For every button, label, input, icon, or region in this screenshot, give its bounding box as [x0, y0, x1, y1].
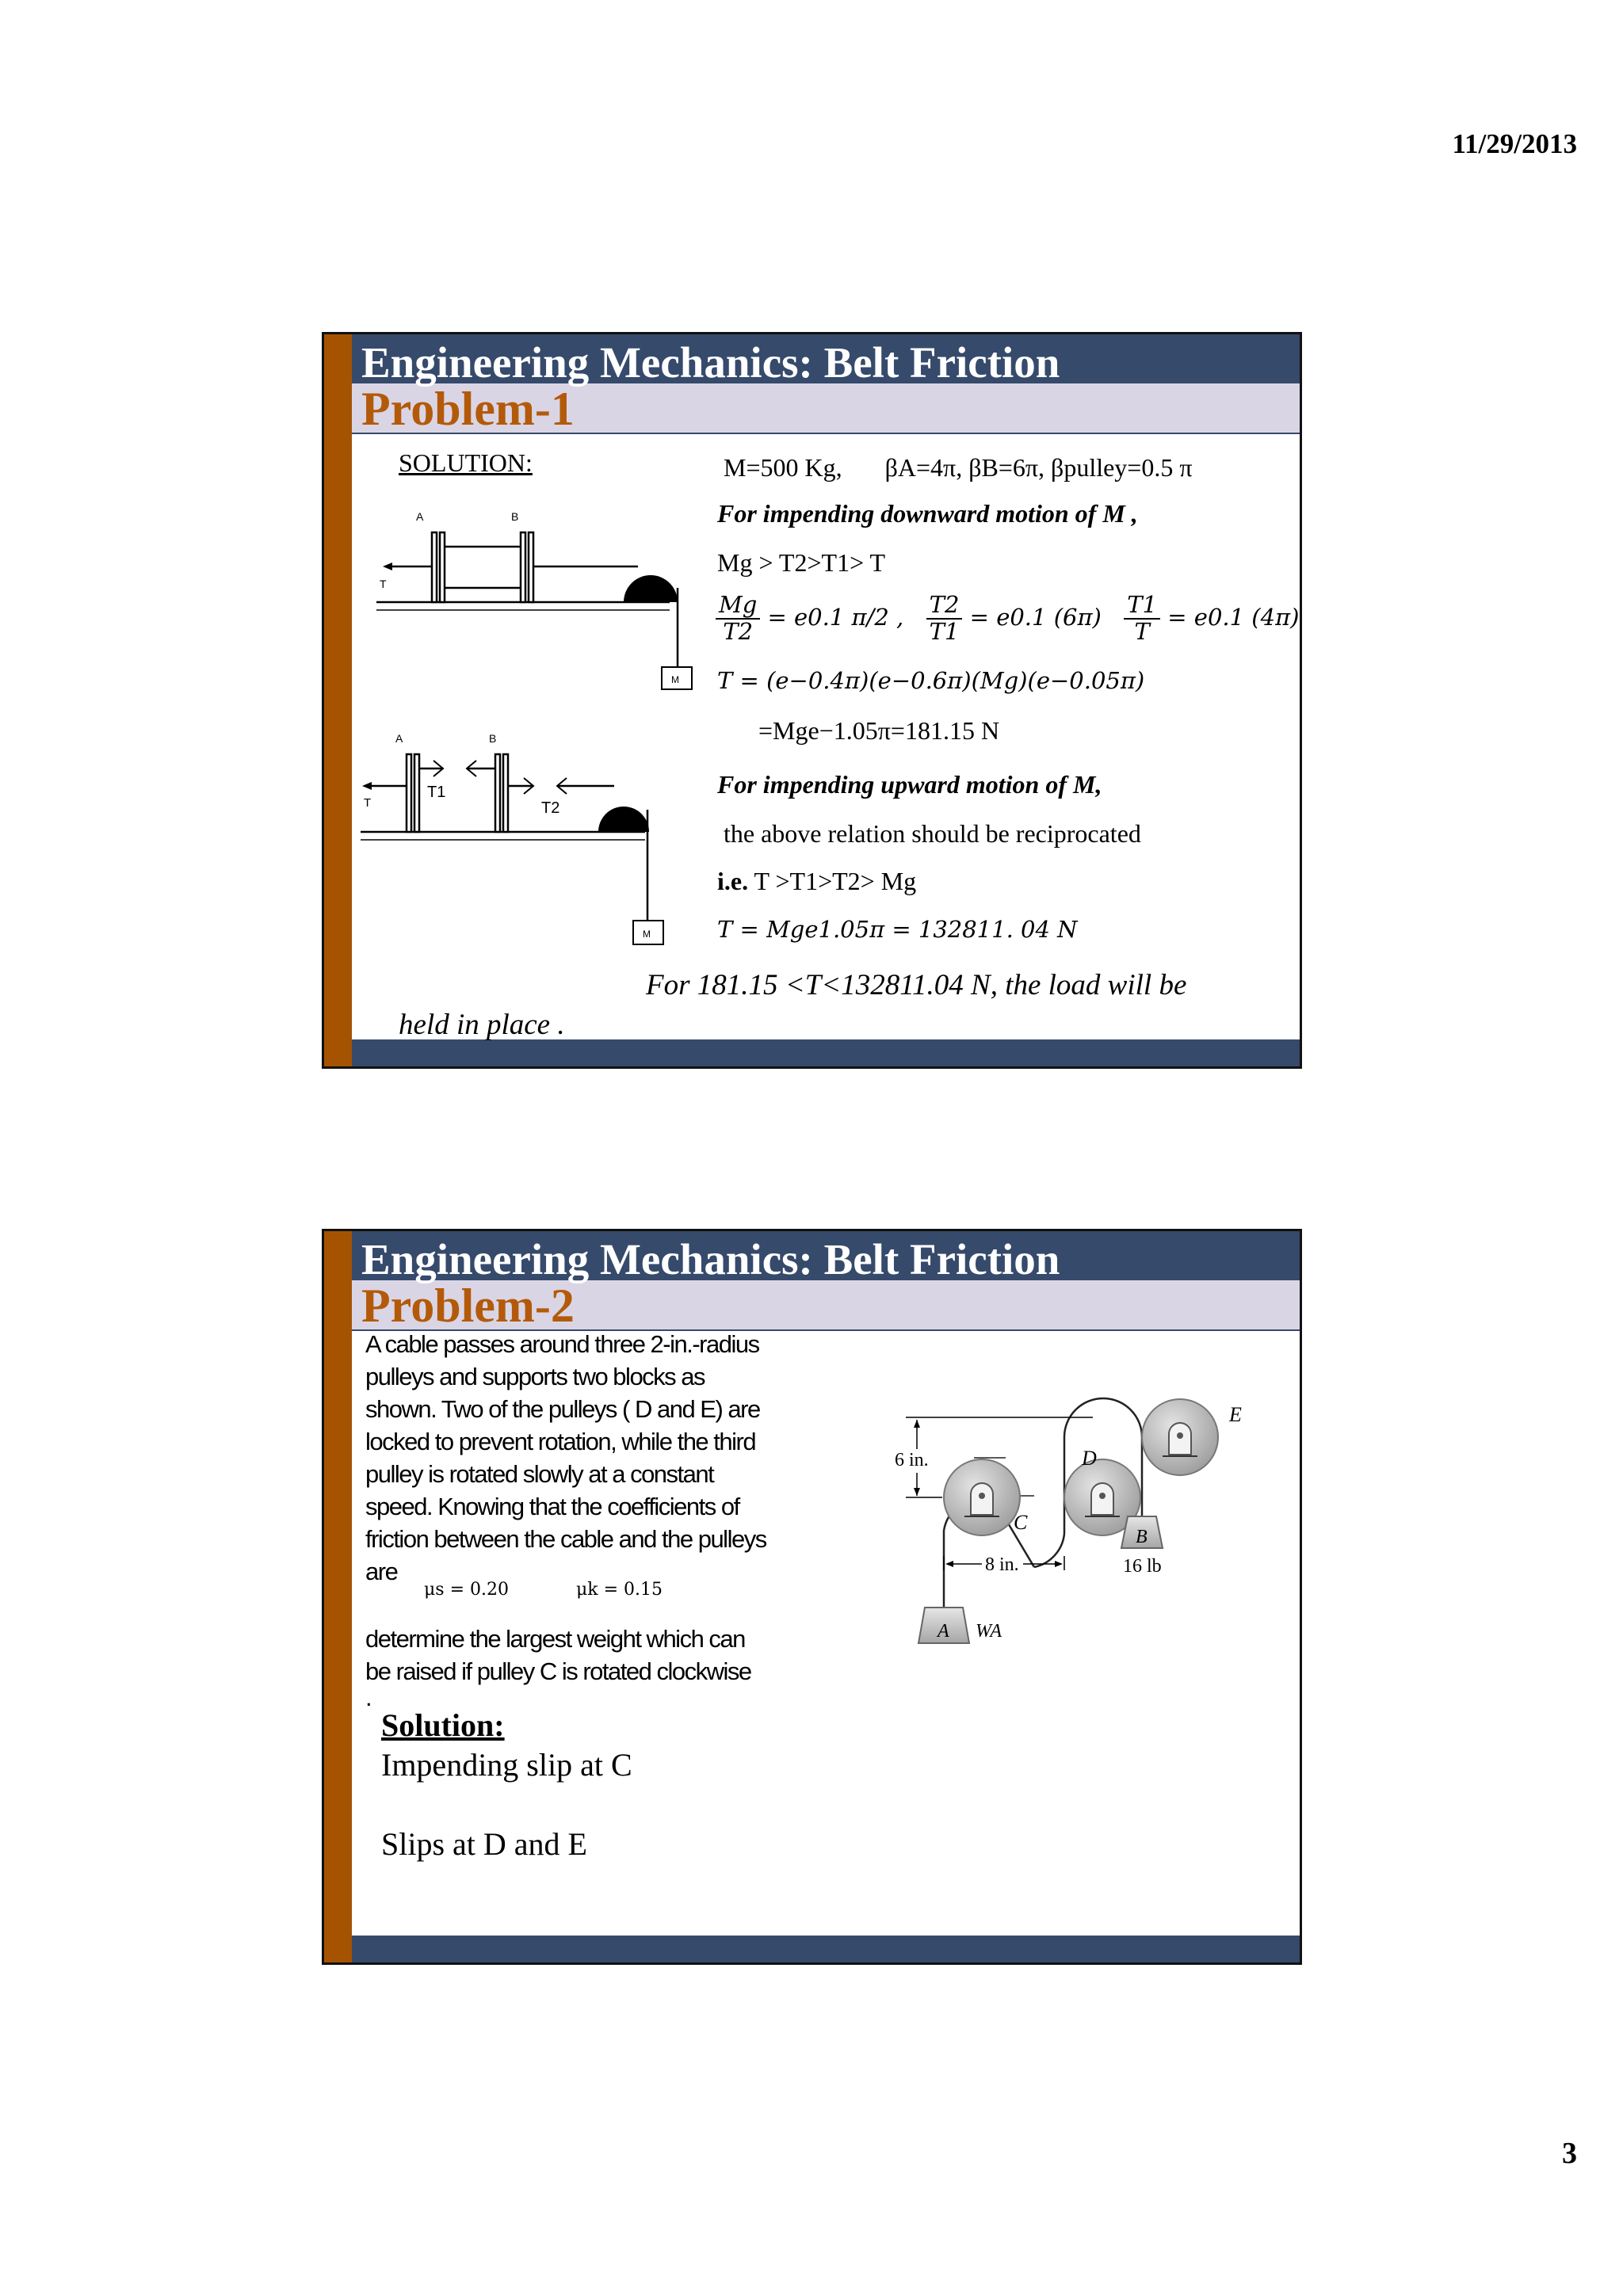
ie-label: i.e. [717, 867, 749, 895]
eq2-rhs: = e0.1 (6π) [969, 603, 1102, 631]
height-dimension: 6 in. [895, 1450, 929, 1470]
label-a: A [938, 1621, 949, 1642]
eq1-fraction: $\frac{Mg}{T2}$ [716, 593, 760, 645]
problem-line: pulleys and supports two blocks as [365, 1363, 705, 1390]
beta-b: βB=6π, [968, 453, 1045, 482]
mu-static: μs = 0.20 [424, 1580, 509, 1600]
belt-diagram-bottom [348, 723, 681, 960]
label-d: D [1082, 1447, 1097, 1470]
up-heading: For impending upward motion of M, [717, 770, 1102, 799]
fig2-label-m: M [643, 929, 651, 940]
eq3-fraction: $\frac{T1}{T}$ [1124, 593, 1160, 645]
problem-line: pulley is rotated slowly at a constant [365, 1460, 714, 1488]
label-b: B [1136, 1527, 1148, 1547]
given-values [724, 453, 1193, 482]
belt-diagram-top [369, 509, 701, 707]
fig2-label-t1: T1 [427, 784, 446, 801]
fig2-label-t: T [364, 796, 372, 810]
slide-title: Engineering Mechanics: Belt Friction [361, 1235, 1060, 1283]
problem-line: A cable passes around three 2-in.-radius [365, 1330, 759, 1358]
reciprocal-note: the above relation should be reciprocated [724, 819, 1141, 848]
conclusion-line-2: held in place . [399, 1009, 565, 1041]
problem-statement [365, 1328, 766, 1588]
question-dot: . [365, 1684, 372, 1711]
fig2-label-a: A [395, 732, 403, 745]
beta-a: βA=4π, [884, 453, 963, 482]
problem-line: shown. Two of the pulleys ( D and E) are [365, 1395, 760, 1423]
slide-problem-2 [322, 1229, 1302, 1965]
weight-b-label: 16 lb [1123, 1556, 1162, 1577]
question-line-1: determine the largest weight which can [365, 1625, 745, 1653]
pulley-system-figure [895, 1350, 1275, 1683]
solution-line-1: Impending slip at C [381, 1747, 632, 1783]
mu-kinetic: μk = 0.15 [576, 1580, 663, 1600]
slide-subtitle: Problem-1 [361, 383, 575, 435]
fig2-label-b: B [489, 732, 497, 745]
t-down-value: =Mge−1.05π=181.15 N [758, 716, 1000, 745]
eq3-rhs: = e0.1 (4π) [1167, 603, 1300, 631]
problem-line: speed. Knowing that the coefficients of [365, 1493, 739, 1520]
question-line-2: be raised if pulley C is rotated clockwise [365, 1657, 751, 1685]
width-dimension: 8 in. [985, 1554, 1019, 1575]
weight-a-label: WA [976, 1621, 1002, 1642]
label-c: C [1014, 1511, 1028, 1534]
given-mass: M=500 Kg, [724, 453, 842, 482]
solution-heading: Solution: [381, 1707, 505, 1743]
slide-problem-1 [322, 332, 1302, 1069]
page-number: 3 [1562, 2137, 1577, 2170]
t-expansion: T = (e−0.4π)(e−0.6π)(Mg)(e−0.05π) [717, 667, 1145, 694]
fig-label-b: B [511, 510, 519, 523]
beta-pulley: βpulley=0.5 π [1051, 453, 1193, 482]
slide-footer-bar [352, 1039, 1300, 1066]
down-inequality: Mg > T2>T1> T [717, 548, 886, 577]
conclusion-line-1: For 181.15 <T<132811.04 N, the load will be [646, 969, 1187, 1001]
page-date: 11/29/2013 [1452, 128, 1577, 159]
up-inequality: T >T1>T2> Mg [754, 867, 917, 895]
up-inequality-line [717, 867, 916, 896]
fig-label-t: T [380, 578, 387, 590]
ratio-equations [716, 593, 1299, 645]
eq1-rhs: = e0.1 π/2 , [767, 603, 904, 631]
eq2-fraction: $\frac{T2}{T1}$ [926, 593, 963, 645]
solution-line-2: Slips at D and E [381, 1826, 587, 1862]
problem-line: friction between the cable and the pulleys [365, 1525, 766, 1553]
fig2-label-t2: T2 [541, 799, 560, 817]
solution-label: SOLUTION: [399, 448, 533, 477]
slide-title: Engineering Mechanics: Belt Friction [361, 338, 1060, 387]
label-e: E [1229, 1403, 1242, 1426]
slide-footer-bar [352, 1936, 1300, 1962]
fig-label-m: M [671, 674, 679, 685]
down-heading: For impending downward motion of M , [717, 499, 1138, 528]
slide-subtitle: Problem-2 [361, 1280, 575, 1332]
problem-line: are [365, 1558, 398, 1585]
slide-sidebar [324, 1231, 352, 1962]
problem-line: locked to prevent rotation, while the third [365, 1428, 756, 1455]
fig-label-a: A [416, 510, 424, 523]
t-up-value: T = Mge1.05π = 132811. 04 N [717, 916, 1078, 943]
